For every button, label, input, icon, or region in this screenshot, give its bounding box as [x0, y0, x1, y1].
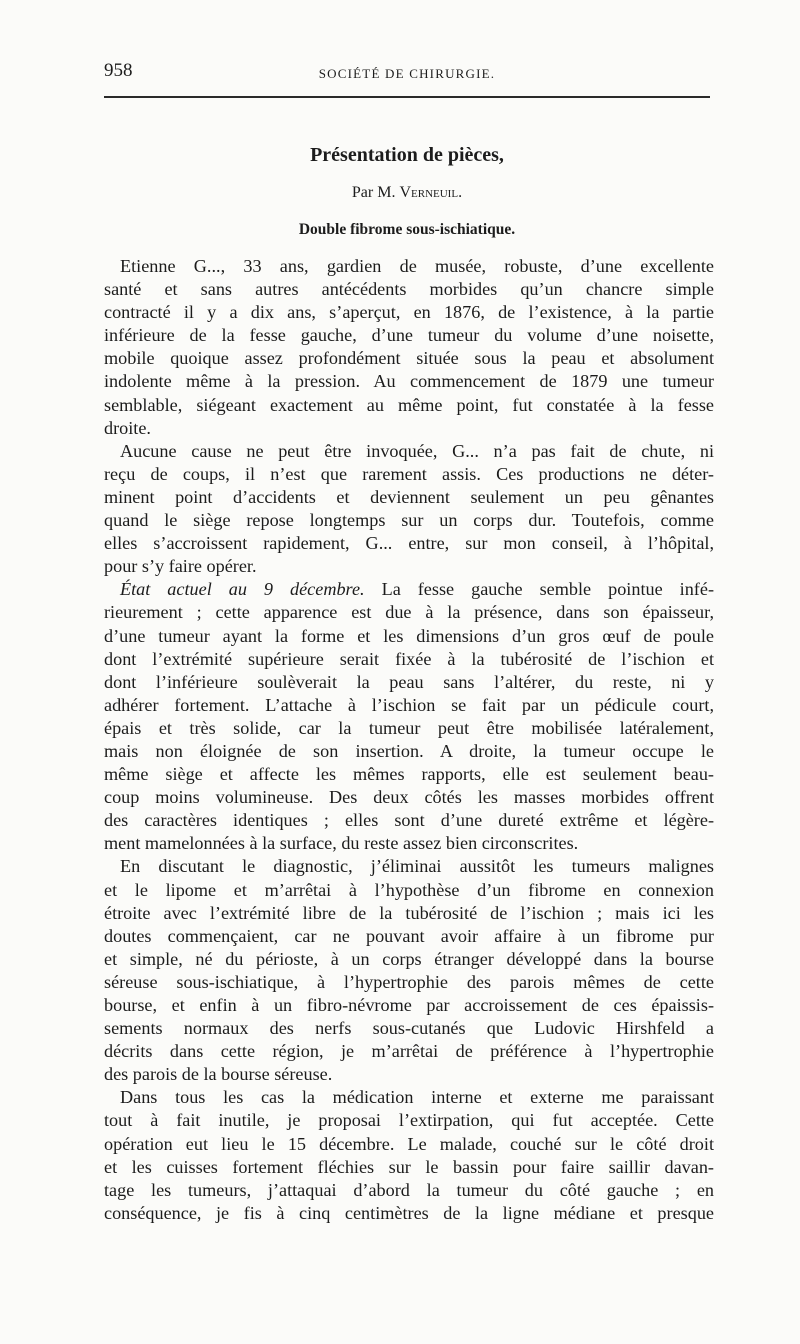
body-line: [104, 578, 714, 601]
body-line-text: La fesse gauche semble pointue infé-: [381, 579, 714, 600]
body-line: dont l’extrémité supérieure serait fixée à la tubérosité de l’ischion et: [104, 648, 714, 669]
byline-prefix: Par M.: [351, 184, 396, 201]
article-title: Présentation de pièces,: [310, 144, 504, 166]
body-line: elles s’accroissent rapidement, G... entre, sur mon conseil, à l’hôpital,: [104, 533, 714, 554]
body-line: et les cuisses fortement fléchies sur le bassin pour faire saillir davan-: [104, 1156, 714, 1177]
page-header: [104, 60, 710, 88]
body-line: Aucune cause ne peut être invoquée, G... n’a pas fait de chute, ni: [120, 440, 714, 461]
body-line: étroite avec l’extrémité libre de la tubérosité de l’ischion ; mais ici les: [104, 902, 714, 923]
italic-heading: État actuel au 9 décembre.: [120, 579, 365, 600]
body-line: adhérer fortement. L’attache à l’ischion se fait par un pédicule court,: [104, 694, 714, 715]
body-line: minent point d’accidents et deviennent seulement un peu gênantes: [104, 486, 714, 507]
article-body: [104, 255, 714, 1225]
body-line: conséquence, je fis à cinq centimètres de la ligne médiane et presque: [104, 1202, 714, 1223]
body-line: tage les tumeurs, j’attaquai d’abord la tumeur du côté gauche ; en: [104, 1179, 714, 1200]
body-line: santé et sans autres antécédents morbides qu’un chancre simple: [104, 279, 714, 300]
running-head: SOCIÉTÉ DE CHIRURGIE.: [318, 66, 496, 81]
body-line: ment mamelonnées à la surface, du reste assez bien circonscrites.: [104, 833, 579, 854]
body-line: pour s’y faire opérer.: [104, 556, 257, 577]
body-line: et le lipome et m’arrêtai à l’hypothèse d’un fibrome en connexion: [104, 879, 714, 900]
body-line: épais et très solide, car la tumeur peut être mobilisée latéralement,: [104, 717, 714, 738]
byline-author: Verneuil.: [399, 184, 463, 201]
body-line: sements normaux des nerfs sous-cutanés que Ludovic Hirshfeld a: [104, 1018, 714, 1039]
body-line: indolente même à la pression. Au commencement de 1879 une tumeur: [104, 371, 714, 392]
body-line: En discutant le diagnostic, j’éliminai aussitôt les tumeurs malignes: [120, 856, 714, 877]
body-line: droite.: [104, 417, 151, 438]
header-rule: [104, 96, 710, 98]
body-line: mobile quoique assez profondément située sous la peau et absolument: [104, 348, 714, 369]
body-line: coup moins volumineuse. Des deux côtés les masses morbides offrent: [104, 787, 714, 808]
body-line: reçu de coups, il n’est que rarement assis. Ces productions ne déter-: [104, 463, 714, 484]
body-line: mais non éloignée de son insertion. A droite, la tumeur occupe le: [104, 740, 714, 761]
body-line: décrits dans cette région, je m’arrêtai de préférence à l’hypertrophie: [104, 1041, 714, 1062]
body-line: même siège et affecte les mêmes rapports, elle est seulement beau-: [104, 764, 714, 785]
body-line: Dans tous les cas la médication interne et externe me paraissant: [120, 1087, 714, 1108]
body-line: inférieure de la fesse gauche, d’une tumeur du volume d’une noisette,: [104, 325, 714, 346]
body-line: des caractères identiques ; elles sont d’une dureté extrême et légère-: [104, 810, 714, 831]
body-line: contracté il y a dix ans, s’aperçut, en 1876, de l’existence, à la partie: [104, 302, 714, 323]
body-line: Etienne G..., 33 ans, gardien de musée, robuste, d’une excellente: [120, 256, 714, 276]
article-byline: [104, 184, 710, 202]
body-line: bourse, et enfin à un fibro-névrome par accroissement de ces épaissis-: [104, 995, 714, 1015]
body-line: doutes commençaient, car ne pouvant avoir affaire à un fibrome pur: [104, 925, 714, 946]
body-line: rieurement ; cette apparence est due à la présence, dans son épaisseur,: [104, 602, 714, 623]
body-line: quand le siège repose longtemps sur un corps dur. Toutefois, comme: [104, 510, 714, 531]
body-line: tout à fait inutile, je proposai l’extirpation, qui fut acceptée. Cette: [104, 1110, 714, 1131]
body-line: et simple, né du périoste, à un corps étranger développé dans la bourse: [104, 948, 714, 969]
body-line: semblable, siégeant exactement au même point, fut constatée à la fesse: [104, 394, 714, 415]
body-line: opération eut lieu le 15 décembre. Le malade, couché sur le côté droit: [104, 1133, 714, 1154]
body-line: dont l’inférieure soulèverait la peau sans l’altérer, du reste, ni y: [104, 671, 714, 692]
body-line: séreuse sous-ischiatique, à l’hypertrophie des parois mêmes de cette: [104, 971, 714, 992]
body-line: d’une tumeur ayant la forme et les dimensions d’un gros œuf de poule: [104, 625, 714, 646]
body-line: des parois de la bourse séreuse.: [104, 1064, 333, 1085]
page-number: 958: [104, 60, 133, 81]
article-subtitle: Double fibrome sous-ischiatique.: [298, 221, 516, 238]
